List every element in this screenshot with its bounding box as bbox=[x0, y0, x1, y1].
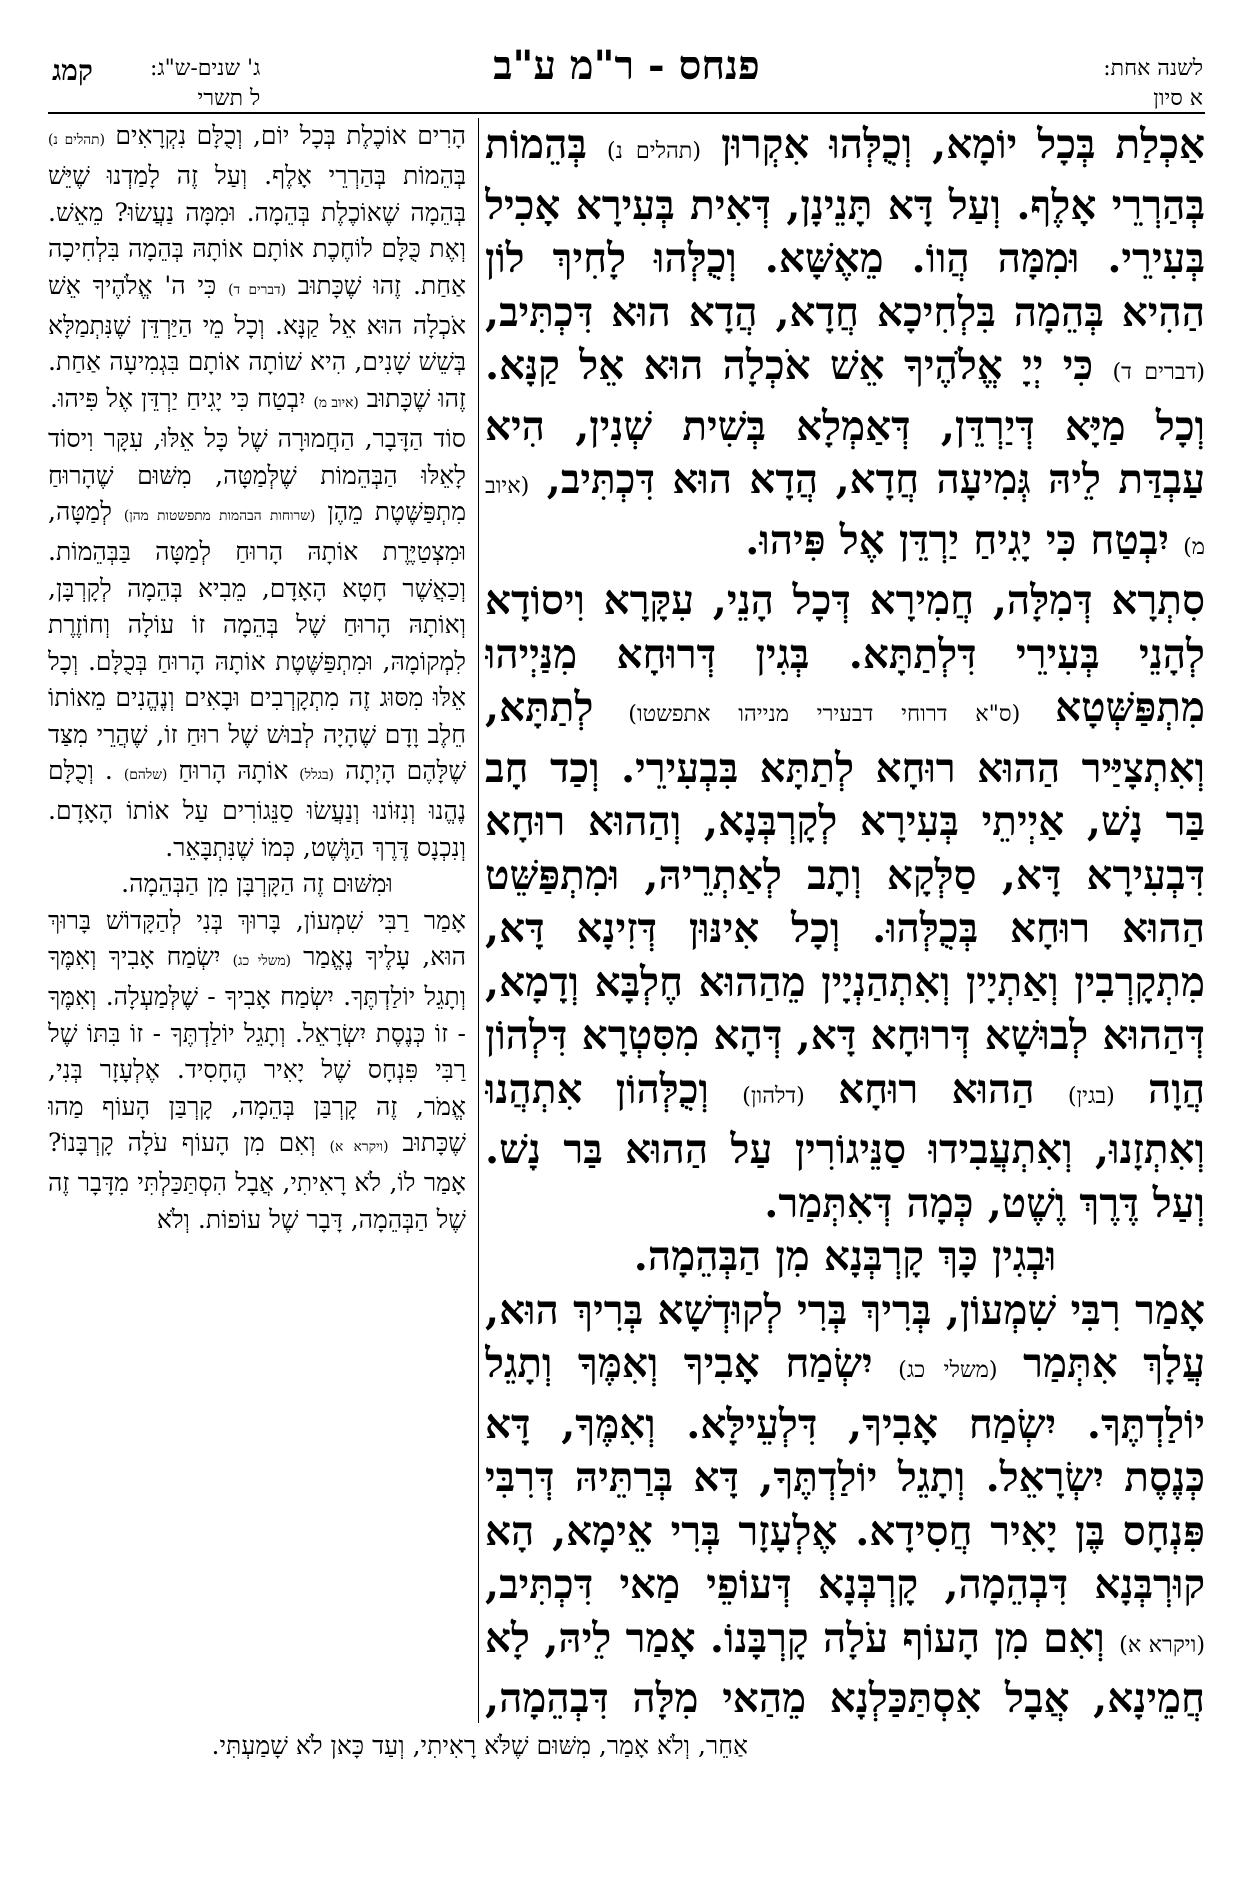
main-paragraph-1 bbox=[485, 118, 1205, 574]
source-reference: (ויקרא א) bbox=[329, 1138, 389, 1155]
source-reference: (דברים ד) bbox=[228, 281, 286, 298]
source-reference: (איוב מ) bbox=[485, 473, 1205, 560]
schedule-three-years bbox=[150, 54, 260, 114]
translation-text: הָרִים אוֹכֶלֶת בְּכָל יוֹם, וְכֻלָּם נִקְרָאִים bbox=[115, 121, 466, 150]
main-text: אַכְלַת בְּכָל יוֹמָא, וְכֻלְּהוּ אִקְרוּן bbox=[721, 120, 1205, 168]
main-text: וְאִם מִן הָעוֹף עֹלָה קָרְבָּנוֹ. אָמַר לֵיהּ, לָא חֲמֵינָא, אֲבָל אִסְתַּכַּלְנָא מֵהַאי מִלָּה דִּבְהֵמָה, bbox=[485, 1613, 1205, 1722]
variant-note: (בגין) bbox=[1067, 1082, 1115, 1109]
translation-text: יִבְטַח כִּי יָגִיחַ יַרְדֵּן אֶל פִּיהוּ. bbox=[50, 383, 306, 413]
schedule-one-year-date: א סיון bbox=[1153, 86, 1203, 111]
main-text: אָמַר רִבִּי שִׁמְעוֹן, בְּרִיךְ בְּרִי לְקוּדְשָׁא בְּרִיךְ הוּא, עֲלָךְ אִתְּמַר bbox=[485, 1285, 1205, 1387]
translation-text: בְּהֵמוֹת בְּהַרְרֵי אָלֶף. וְעַל זֶה לָמַדְנוּ שֶׁיֵּשׁ בְּהֵמָה שֶׁאוֹכֶלֶת בְּהֵמָה. וּמִמָּה נַעֲשׂוּ? מֵאֵשׁ. וְאֶת כֻּלָּם לוֹחֶכֶת אוֹתָם אוֹתָהּ בְּהֵמָה בִּלְחִיכָה אַחַת. זֶהוּ שֶׁכָּתוּב bbox=[48, 161, 466, 300]
main-text: יִבְטַח כִּי יָגִיחַ יַרְדֵּן אֶל פִּיהוּ. bbox=[745, 515, 1169, 564]
translation-text: יִשְׂמַח אָבִיךָ וְאִמֶּךָ וְתָגֵל יוֹלַדְתֶּךָ. יִשְׂמַח אָבִיךָ - שֶׁלְּמַעְלָה. וְאִמֶּךָ - זוֹ כְּנֶסֶת יִשְׂרָאֵל. וְתָגֵל יוֹלַדְתֶּךָ - זוֹ בִּתּוֹ שֶׁל רַבִּי פִּנְחָס שֶׁל יָאִיר הֶחָסִיד. אֶלְעָזָר בְּנִי, אֱמֹר, זֶה קָרְבַּן בְּהֵמָה, קָרְבַּן הָעוֹף מַהוּ שֶׁכָּתוּב bbox=[48, 941, 466, 1157]
main-text: הַהוּא רוּחָא bbox=[838, 1064, 1035, 1113]
main-paragraph-4 bbox=[485, 1284, 1205, 1724]
translation-text: לְמַטָּה, וּמִצְטַיֶּרֶת אוֹתָהּ הָרוּחַ לְמַטָּה בַּבְּהֵמוֹת. וְכַאֲשֶׁר חָטָא הָאָדָם, מֵבִיא בְּהֵמָה לְקָרְבָּן, וְאוֹתָהּ הָרוּחַ שֶׁל בְּהֵמָה זוֹ עוֹלָה וְחוֹזֶרֶת לִמְקוֹמָהּ, וּמִתְפַּשֶּׁטֶת אוֹתָהּ הָרוּחַ בְּכֻלָּם. וְכָל אֵלּוּ מִסּוּג זֶה מִתְקָרְבִים וּבָאִים וְנֶהֱנִים מֵאוֹתוֹ חֵלֶב וָדָם שֶׁהָיָה לְבוּשׁ שֶׁל רוּחַ זוֹ, שֶׁהֲרֵי מִצַּד שֶׁלָּהֶם הָיְתָה bbox=[48, 497, 466, 785]
schedule-one-year-label: לשנה אחת: bbox=[1103, 56, 1203, 81]
main-text: בְּהֵמוֹת בְּהַרְרֵי אָלֶף. וְעַל דָּא תָּנֵינָן, דְּאִית בְּעִירָא אָכִיל בְּעִירֵי. וּמִמָּה הֲווֹ. מֵאֶשָּׁא. וְכֻלְּהוּ לָחִיךְ לוֹן הַהִיא בְּהֵמָה בִּלְחִיכָא חֲדָא, הֲדָא הוּא דִּכְתִּיב, bbox=[485, 120, 1205, 336]
source-reference: (משלי כג) bbox=[232, 952, 292, 969]
source-reference: (ויקרא א) bbox=[1119, 1631, 1205, 1658]
source-reference: (תהלים נ) bbox=[48, 132, 105, 148]
side-paragraph-1 bbox=[48, 118, 466, 421]
side-paragraph-2 bbox=[48, 421, 466, 866]
main-column-aramaic bbox=[485, 118, 1205, 1723]
page-header bbox=[0, 0, 1253, 120]
schedule-three-years-date: ל תשרי bbox=[197, 86, 261, 111]
main-paragraph-3: וּבְגִין כָּךְ קָרְבְּנָא מִן הַבְּהֵמָה. bbox=[633, 1232, 1057, 1280]
header-divider bbox=[48, 112, 1205, 114]
translation-text: כִּי ה' אֱלֹהֶיךָ אֵשׁ אֹכְלָה הוּא אֵל קַנָּא. וְכָל מֵי הַיַּרְדֵּן שֶׁנִּתְמַלָּא בְּשֵׁשׁ שָׁנִים, הִיא שׁוֹתָה אוֹתָם בִּגְמִיעָה אַחַת. זֶהוּ שֶׁכָּתוּב bbox=[48, 270, 466, 413]
source-reference: (דברים ד) bbox=[1112, 359, 1205, 385]
translation-text: סוֹד הַדָּבָר, הַחֲמוּרָה שֶׁל כָּל אֵלּוּ, עִקָּר וִיסוֹד לָאֵלּוּ הַבְּהֵמוֹת שֶׁלְּמַטָּה, מִשּׁוּם שֶׁהָרוּחַ מִתְפַּשֶּׁטֶת מֵהֶן bbox=[48, 424, 466, 527]
variant-note: (שרוחות הבהמות מתפשטות מהן) bbox=[123, 508, 316, 525]
variant-note: (שלהם) bbox=[123, 766, 168, 783]
main-text: לְתַתָּא, וְאִתְצָיַּיר הַהוּא רוּחָא לְתַתָּא בִּבְעִירֵי. וְכַד חָב בַּר נָשׁ, אַיְיתֵי בְּעִירָא לְקָרְבְּנָא, וְהַהוּא רוּחָא דִּבְעִירָא דָּא, סַלְּקָא וְתָב לְאַתְרֵיהּ, וּמִתְפַּשֵּׁט הַהוּא רוּחָא בְּכֻלְּהוּ. וְכָל אִינּוּן דְּזִינָא דָּא, מִתְקָרְבִין וְאַתְיָין וְאִתְהַנְיָין מֵהַהוּא חֶלְבָּא וְדָמָא, דְּהַהוּא לְבוּשָׁא דְּרוּחָא דָּא, דְּהָא מִסִּטְרָא דִּלְהוֹן הֲוָה bbox=[485, 683, 1205, 1113]
main-text: וְכֻלְּהוֹן אִתְהֲנוּ וְאִתְזָנוּ, וְאִתְעֲבִידוּ סַנֵּיגוֹרִין עַל הַהוּא בַּר נָשׁ. וְעַל דֶּרֶךְ וֶשֶׁט, כְּמָה דְּאִתְּמַר. bbox=[485, 1064, 1205, 1227]
page-number: קמג bbox=[52, 54, 93, 87]
side-column-hebrew-translation bbox=[48, 118, 466, 1723]
translation-text: אוֹתָהּ הָרוּחַ bbox=[178, 755, 289, 785]
translation-text: . וְכֻלָּם נֶהֱנוּ וְנִזּוֹנוּ וְנַעֲשׂוּ סַנֵּגוֹרִים עַל אוֹתוֹ הָאָדָם. וְנִכְנָס דֶּרֶךְ הַוֶּשֶׁט, כְּמוֹ שֶׁנִּתְבָּאֵר. bbox=[48, 755, 466, 862]
main-text: כִּי יְיָ אֱלֹהֶיךָ אֵשׁ אֹכְלָה הוּא אֵל קַנָּא. וְכָל מַיָּא דְּיַרְדֵּן, דְּאַמְלָא בְּשִׁית שְׁנִין, הִיא עַבְדַּת לֵיהּ גְּמִיעָה חֲדָא, הֲדָא הוּא דִּכְתִּיב, bbox=[485, 341, 1205, 503]
variant-note: (ס"א דרוחי דבעירי מנייהו אתפשטו) bbox=[628, 701, 1021, 727]
column-divider bbox=[478, 118, 479, 1723]
side-paragraph-3: וּמִשּׁוּם זֶה הַקָּרְבָּן מִן הַבְּהֵמָה. bbox=[121, 869, 393, 899]
main-text: סִתְרָא דְּמִלָּה, חֲמִירָא דְּכָל הָנֵי, עִקָּרָא וִיסוֹדָא לְהָנֵי בְּעִירֵי דִּלְתַתָּא. בְּגִין דְּרוּחָא מִנַּיְיהוּ מִתְפַּשְּׁטָא bbox=[485, 576, 1205, 731]
source-reference: (משלי כג) bbox=[898, 1357, 998, 1383]
main-paragraph-2 bbox=[485, 574, 1205, 1230]
translation-continuation-line: אַחֵר, וְלֹא אָמַר, מִשּׁוּם שֶׁלֹּא רָאִיתִי, וְעַד כָּאן לֹא שָׁמַעְתִּי. bbox=[211, 1731, 748, 1760]
source-reference: (איוב מ) bbox=[313, 394, 359, 411]
page-title: פנחס - ר"מ ע"ב bbox=[493, 42, 760, 89]
main-text: יִשְׂמַח אָבִיךָ וְאִמֶּךָ וְתָגֵל יוֹלַדְתֶּךָ. יִשְׂמַח אָבִיךָ, דִּלְעֵילָּא. וְאִמֶּךָ, דָּא כְּנֶסֶת יִשְׂרָאֵל. וְתָגֵל יוֹלַדְתֶּךָ, דָּא בְּרַתֵּיהּ דְּרִבִּי פִּנְחָס בֶּן יָאִיר חֲסִידָא. אֶלְעָזָר בְּרִי אֵימָא, הָא קוּרְבְּנָא דִּבְהֵמָה, קָרְבְּנָא דְּעוֹפֵי מַאי דִּכְתִּיב, bbox=[485, 1339, 1205, 1608]
translation-text: אָמַר רַבִּי שִׁמְעוֹן, בָּרוּךְ בְּנִי לְהַקָּדוֹשׁ בָּרוּךְ הוּא, עָלֶיךָ נֶאֱמַר bbox=[48, 905, 466, 971]
translation-text: וְאִם מִן הָעוֹף עֹלָה קָרְבָּנוֹ? אָמַר לוֹ, לֹא רָאִיתִי, אֲבָל הִסְתַּכַּלְתִּי מִדָּבָר זֶה שֶׁל הַבְּהֵמָה, דָּבָר שֶׁל עוֹפוֹת. וְלֹא bbox=[48, 1127, 466, 1234]
schedule-three-years-label: ג' שנים-ש"ג: bbox=[150, 56, 261, 81]
side-paragraph-4 bbox=[48, 903, 466, 1239]
source-reference: (תהלים נ) bbox=[606, 138, 702, 164]
variant-note: (דלהון) bbox=[742, 1082, 805, 1109]
variant-note: (בגלל) bbox=[299, 766, 335, 783]
